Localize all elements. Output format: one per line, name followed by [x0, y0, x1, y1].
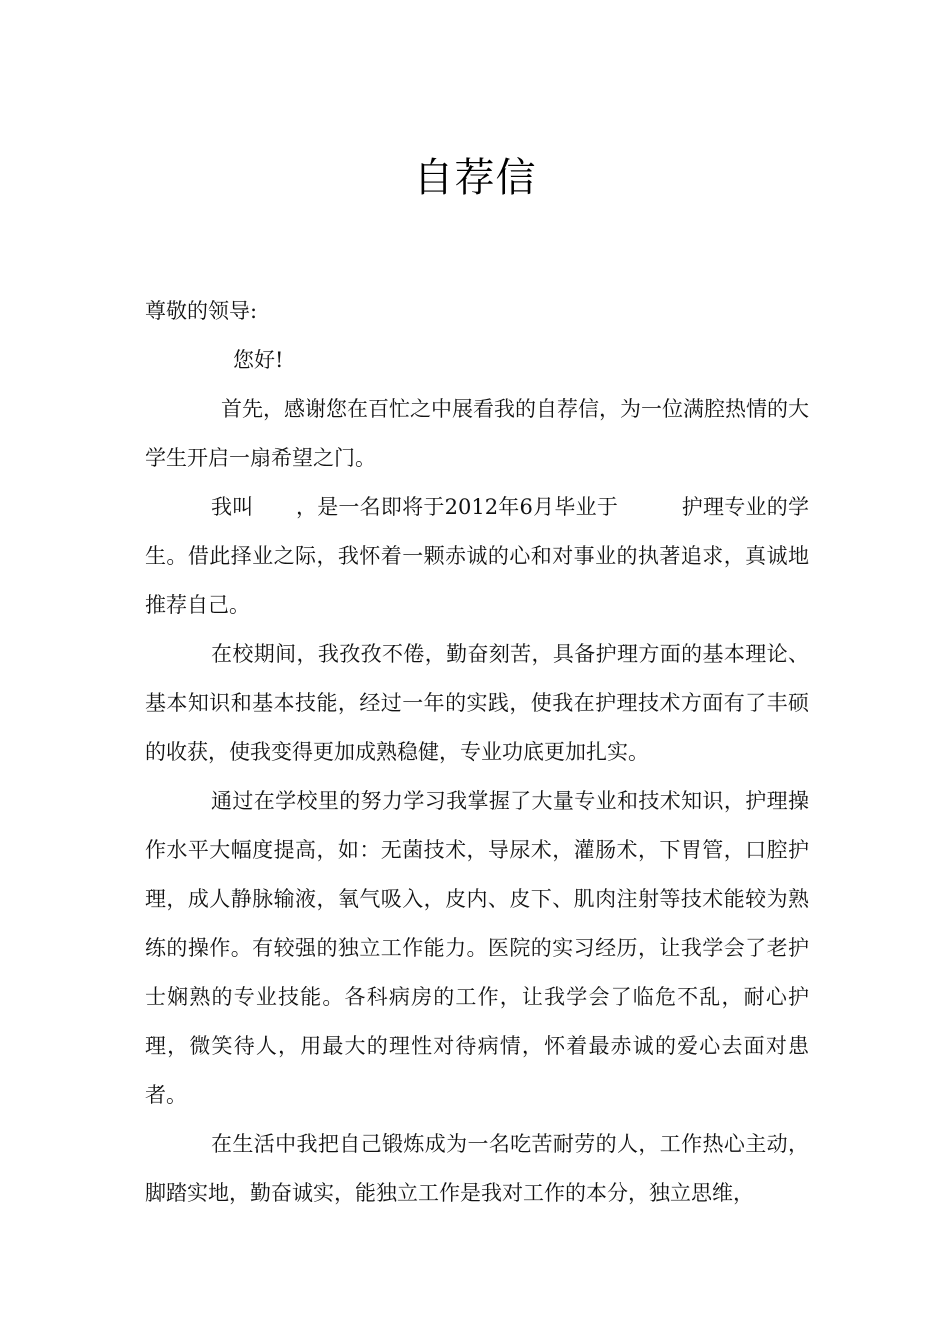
document-title: 自荐信	[413, 155, 537, 201]
paragraph-intro: 首先，感谢您在百忙之中展看我的自荐信，为一位满腔热情的大学生开启一扇希望之门。	[145, 397, 809, 470]
greeting: 您好!	[233, 348, 284, 372]
letter-body	[145, 287, 809, 1218]
paragraph-skills: 通过在学校里的努力学习我掌握了大量专业和技术知识，护理操作水平大幅度提高，如：无菌技术，导尿术，灌肠术，下胃管，口腔护理，成人静脉输液，氧气吸入，皮内、皮下、肌肉注射等技术能较为熟练的操作。有较强的独立工作能力。医院的实习经历，让我学会了老护士娴熟的专业技能。各科病房的工作，让我学会了临危不乱，耐心护理，微笑待人，用最大的理性对待病情，怀着最赤诚的爱心去面对患者。	[145, 789, 809, 1107]
salutation: 尊敬的领导:	[145, 299, 258, 323]
paragraph-self-introduction: 我叫 ，是一名即将于2012年6月毕业于 护理专业的学生。借此择业之际，我怀着一颗赤诚的心和对事业的执著追求，真诚地推荐自己。	[145, 495, 809, 617]
paragraph-school-study: 在校期间，我孜孜不倦，勤奋刻苦，具备护理方面的基本理论、基本知识和基本技能，经过一年的实践，使我在护理技术方面有了丰硕的收获，使我变得更加成熟稳健，专业功底更加扎实。	[145, 642, 809, 764]
paragraph-life: 在生活中我把自己锻炼成为一名吃苦耐劳的人，工作热心主动，脚踏实地，勤奋诚实，能独立工作是我对工作的本分，独立思维，	[145, 1132, 809, 1205]
